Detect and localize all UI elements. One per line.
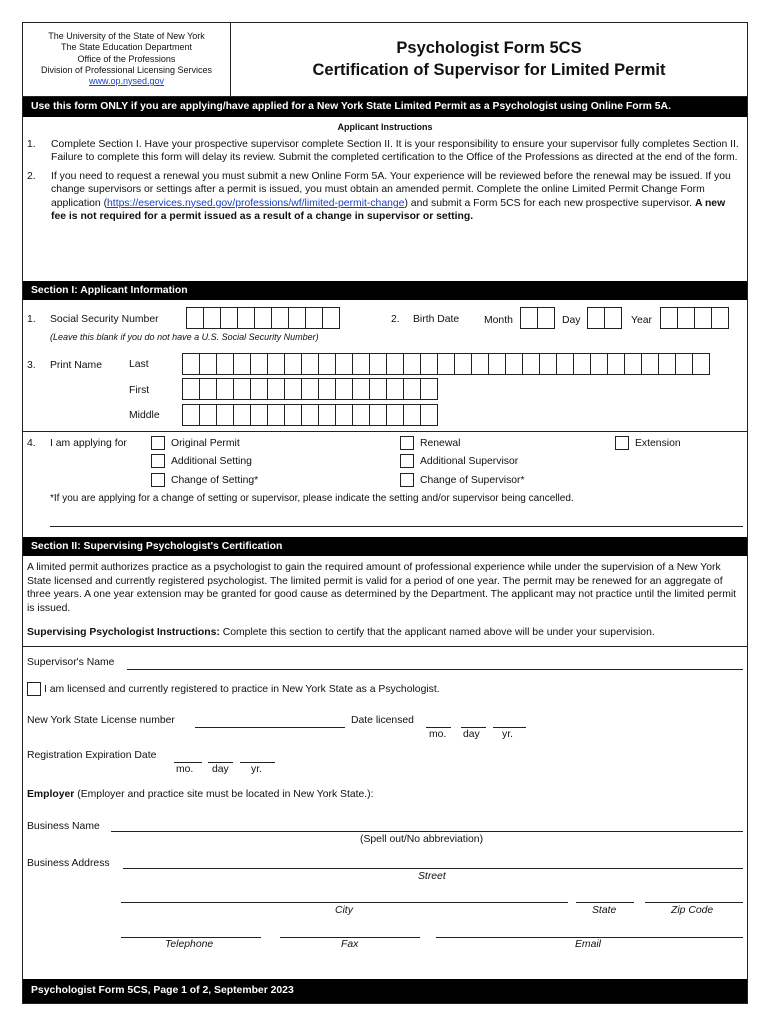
yr-label: yr. [502,729,513,740]
name-letter-box[interactable] [607,353,625,375]
fax-label: Fax [341,939,359,950]
name-letter-box[interactable] [420,378,438,400]
ssn-digit[interactable] [305,307,323,329]
option-label: Change of Setting* [171,474,259,486]
option-label: Additional Supervisor [420,455,519,467]
date-licensed-label: Date licensed [351,715,414,726]
name-letter-box[interactable] [318,378,336,400]
name-letter-box[interactable] [386,353,404,375]
ssn-digit[interactable] [322,307,340,329]
reg-exp-day[interactable] [208,749,233,763]
name-letter-box[interactable] [573,353,591,375]
name-letter-box[interactable] [403,378,421,400]
name-letter-box[interactable] [216,404,234,426]
licensed-text: I am licensed and currently registered to practice in New York State as a Psychologist. [44,683,440,695]
instruction-text-part: ) and submit a Form 5CS for each new prospective supervisor. [404,197,695,209]
additional-supervisor-option[interactable] [400,454,518,468]
name-letter-box[interactable] [505,353,523,375]
change-setting-checkbox[interactable] [151,473,165,487]
ssn-boxes[interactable] [186,307,339,329]
applicant-instructions [23,134,747,224]
extension-checkbox[interactable] [615,436,629,450]
applicant-instructions-heading: Applicant Instructions [337,122,433,132]
reg-exp-year[interactable] [240,749,275,763]
date-licensed-year[interactable] [493,714,526,728]
year-label: Year [631,315,652,326]
name-letter-box[interactable] [284,353,302,375]
name-letter-box[interactable] [403,353,421,375]
name-letter-box[interactable] [182,378,200,400]
renewal-checkbox[interactable] [400,436,414,450]
birth-number: 2. [391,314,400,325]
name-letter-box[interactable] [437,353,455,375]
name-letter-box[interactable] [369,353,387,375]
ssn-note: (Leave this blank if you do not have a U.S. Social Security Number) [50,332,319,342]
name-letter-box[interactable] [403,404,421,426]
name-letter-box[interactable] [386,404,404,426]
name-letter-box[interactable] [199,378,217,400]
day-label: day [212,764,229,775]
name-letter-box[interactable] [182,353,200,375]
ssn-digit[interactable] [220,307,238,329]
ssn-digit[interactable] [186,307,204,329]
item-number: 2. [27,170,36,182]
ssn-digit[interactable] [254,307,272,329]
change-note: *If you are applying for a change of setting or supervisor, please indicate the setting and/or supervisor being cancelled. [50,493,574,504]
state-field[interactable] [576,889,634,903]
cancelled-setting-line[interactable] [50,513,743,527]
divider [23,646,747,647]
name-letter-box[interactable] [250,404,268,426]
instructions-bold: Supervising Psychologist Instructions: [27,627,220,638]
name-letter-box[interactable] [386,378,404,400]
mo-label: mo. [429,729,447,740]
name-letter-box[interactable] [199,404,217,426]
name-letter-box[interactable] [233,404,251,426]
licensed-checkbox[interactable] [27,682,41,696]
name-letter-box[interactable] [675,353,693,375]
zip-field[interactable] [645,889,743,903]
name-letter-box[interactable] [454,353,472,375]
org-line-1: The University of the State of New York [48,31,205,41]
name-number: 3. [27,360,36,371]
employer-bold: Employer [27,789,75,800]
name-letter-box[interactable] [233,378,251,400]
name-letter-box[interactable] [233,353,251,375]
zip-label: Zip Code [671,905,714,916]
name-letter-box[interactable] [692,353,710,375]
section2-header: Section II: Supervising Psychologist's Certification [23,537,747,556]
street-field[interactable] [123,855,743,869]
name-letter-box[interactable] [556,353,574,375]
name-letter-box[interactable] [284,404,302,426]
title-block [231,23,747,96]
section1-header: Section I: Applicant Information [23,281,747,300]
month-label: Month [484,315,513,326]
email-label: Email [575,939,601,950]
change-supervisor-option[interactable] [400,473,525,487]
name-letter-box[interactable] [182,404,200,426]
supervisor-instructions [27,626,655,640]
name-letter-box[interactable] [267,378,285,400]
change-supervisor-checkbox[interactable] [400,473,414,487]
section2-paragraph: A limited permit authorizes practice as a psychologist to gain the required amount of professional experience while under the supervision of a New York State licensed and currently registered psychologist. The limited permit is valid for a period of one year. The permit may be renewed for an aggregate of three years. A one year extension may be granted for good cause as determined by the Department. The applicant may not practice until the limited permit is issued. [27,562,737,614]
name-letter-box[interactable] [641,353,659,375]
instructions-text: Complete this section to certify that the applicant named above will be under your supervision. [219,627,655,638]
mo-label: mo. [176,764,194,775]
name-letter-box[interactable] [216,378,234,400]
day-label: day [463,729,480,740]
ssn-number: 1. [27,314,36,325]
license-number-label: New York State License number [27,715,175,726]
option-label: Renewal [420,437,461,449]
business-name-label: Business Name [27,821,100,832]
ssn-digit[interactable] [237,307,255,329]
day-label: Day [562,315,581,326]
name-letter-box[interactable] [199,353,217,375]
business-name-field[interactable] [111,818,743,832]
telephone-field[interactable] [121,924,261,938]
name-letter-box[interactable] [250,353,268,375]
additional-setting-checkbox[interactable] [151,454,165,468]
first-name-boxes[interactable] [182,378,437,400]
employer-heading [27,788,374,802]
option-label: Extension [635,437,681,449]
name-letter-box[interactable] [352,353,370,375]
name-letter-box[interactable] [318,353,336,375]
form-page [22,22,748,1004]
option-label: Additional Setting [171,455,252,467]
form-title: Psychologist Form 5CS [396,39,582,58]
year-digit[interactable] [660,307,678,329]
agency-block [23,23,231,96]
notice-bar: Use this form ONLY if you are applying/have applied for a New York State Limited Permit as a Psychologist using Online Form 5A. [23,97,747,117]
form-subtitle: Certification of Supervisor for Limited Permit [312,60,666,79]
date-licensed-day[interactable] [461,714,486,728]
option-label: Change of Supervisor* [420,474,525,486]
additional-supervisor-checkbox[interactable] [400,454,414,468]
ssn-digit[interactable] [203,307,221,329]
city-field[interactable] [121,889,568,903]
supervisor-name-field[interactable] [127,656,743,670]
limited-permit-change-link[interactable]: https://eservices.nysed.gov/professions/wf/limited-permit-change [107,197,405,209]
day-digit[interactable] [604,307,622,329]
name-letter-box[interactable] [318,404,336,426]
item-number: 1. [27,138,36,150]
name-letter-box[interactable] [335,404,353,426]
name-letter-box[interactable] [216,353,234,375]
instruction-item [27,138,739,165]
instruction-item [27,170,739,224]
first-label: First [129,385,150,396]
name-letter-box[interactable] [369,404,387,426]
additional-setting-option[interactable] [151,454,252,468]
ssn-digit[interactable] [288,307,306,329]
extension-option[interactable] [615,436,681,450]
original-permit-checkbox[interactable] [151,436,165,450]
employer-text: (Employer and practice site must be located in New York State.): [74,789,374,800]
name-letter-box[interactable] [658,353,676,375]
website-link[interactable]: www.op.nysed.gov [88,76,165,86]
middle-name-boxes[interactable] [182,404,437,426]
year-digit[interactable] [677,307,695,329]
email-field[interactable] [436,924,743,938]
last-label: Last [129,359,149,370]
name-letter-box[interactable] [539,353,557,375]
date-licensed-month[interactable] [426,714,451,728]
year-digit[interactable] [711,307,729,329]
name-letter-box[interactable] [624,353,642,375]
name-letter-box[interactable] [301,353,319,375]
name-letter-box[interactable] [369,378,387,400]
name-letter-box[interactable] [284,378,302,400]
name-letter-box[interactable] [471,353,489,375]
month-digit[interactable] [520,307,538,329]
name-letter-box[interactable] [250,378,268,400]
option-label: Original Permit [171,437,240,449]
name-letter-box[interactable] [352,404,370,426]
apply-number: 4. [27,438,36,449]
street-label: Street [418,871,446,882]
name-letter-box[interactable] [522,353,540,375]
print-name-label: Print Name [50,360,102,371]
year-digit[interactable] [694,307,712,329]
name-letter-box[interactable] [301,404,319,426]
instruction-text-part: If you need to request a renewal you must submit a new Online Form 5A. Your experience will be reviewed before the renewal may be issued. If you change supervisors or settings after a permit is issued, you must obtain an amended permit. Complete the online Limited Permit Change Form application ( [51,170,731,209]
birth-month-boxes[interactable] [520,307,554,329]
birth-day-boxes[interactable] [587,307,621,329]
apply-label: I am applying for [50,438,127,449]
telephone-label: Telephone [165,939,214,950]
licensed-statement[interactable] [27,682,440,696]
name-letter-box[interactable] [420,404,438,426]
fax-field[interactable] [280,924,420,938]
state-label: State [592,905,617,916]
name-letter-box[interactable] [267,404,285,426]
city-label: City [335,905,353,916]
ssn-label: Social Security Number [50,314,159,325]
license-number-field[interactable] [195,714,345,728]
last-name-boxes[interactable] [182,353,709,375]
page-footer: Psychologist Form 5CS, Page 1 of 2, September 2023 [23,979,747,1003]
org-line-4: Division of Professional Licensing Services [40,64,213,75]
instruction-text [51,170,739,224]
day-digit[interactable] [587,307,605,329]
supervisor-name-label: Supervisor's Name [27,657,115,668]
name-letter-box[interactable] [488,353,506,375]
birth-year-boxes[interactable] [660,307,728,329]
business-address-label: Business Address [27,858,110,869]
name-letter-box[interactable] [352,378,370,400]
renewal-option[interactable] [400,436,460,450]
yr-label: yr. [251,764,262,775]
org-line-2: The State Education Department [60,42,193,53]
name-letter-box[interactable] [301,378,319,400]
reg-exp-month[interactable] [174,749,202,763]
name-letter-box[interactable] [420,353,438,375]
month-digit[interactable] [537,307,555,329]
registration-expiration-label: Registration Expiration Date [27,750,157,761]
name-letter-box[interactable] [590,353,608,375]
ssn-digit[interactable] [271,307,289,329]
spell-out-note: (Spell out/No abbreviation) [360,834,484,845]
instruction-text: Complete Section I. Have your prospective supervisor complete Section II. It is your responsibility to ensure your supervisor fully completes Section II. Failure to complete this form will delay its review. Submit the completed certification to the Office of the Professions as directed at the end of the form. [51,138,739,164]
name-letter-box[interactable] [335,353,353,375]
form-header [23,23,747,97]
divider [23,431,747,432]
name-letter-box[interactable] [267,353,285,375]
change-setting-option[interactable] [151,473,258,487]
org-line-3: Office of the Professions [77,53,176,64]
original-permit-option[interactable] [151,436,240,450]
name-letter-box[interactable] [335,378,353,400]
middle-label: Middle [129,410,160,421]
birth-label: Birth Date [413,314,460,325]
instruction-bold-note: A new fee is not required for a permit issued as a result of a change in supervisor or setting. [51,197,726,223]
